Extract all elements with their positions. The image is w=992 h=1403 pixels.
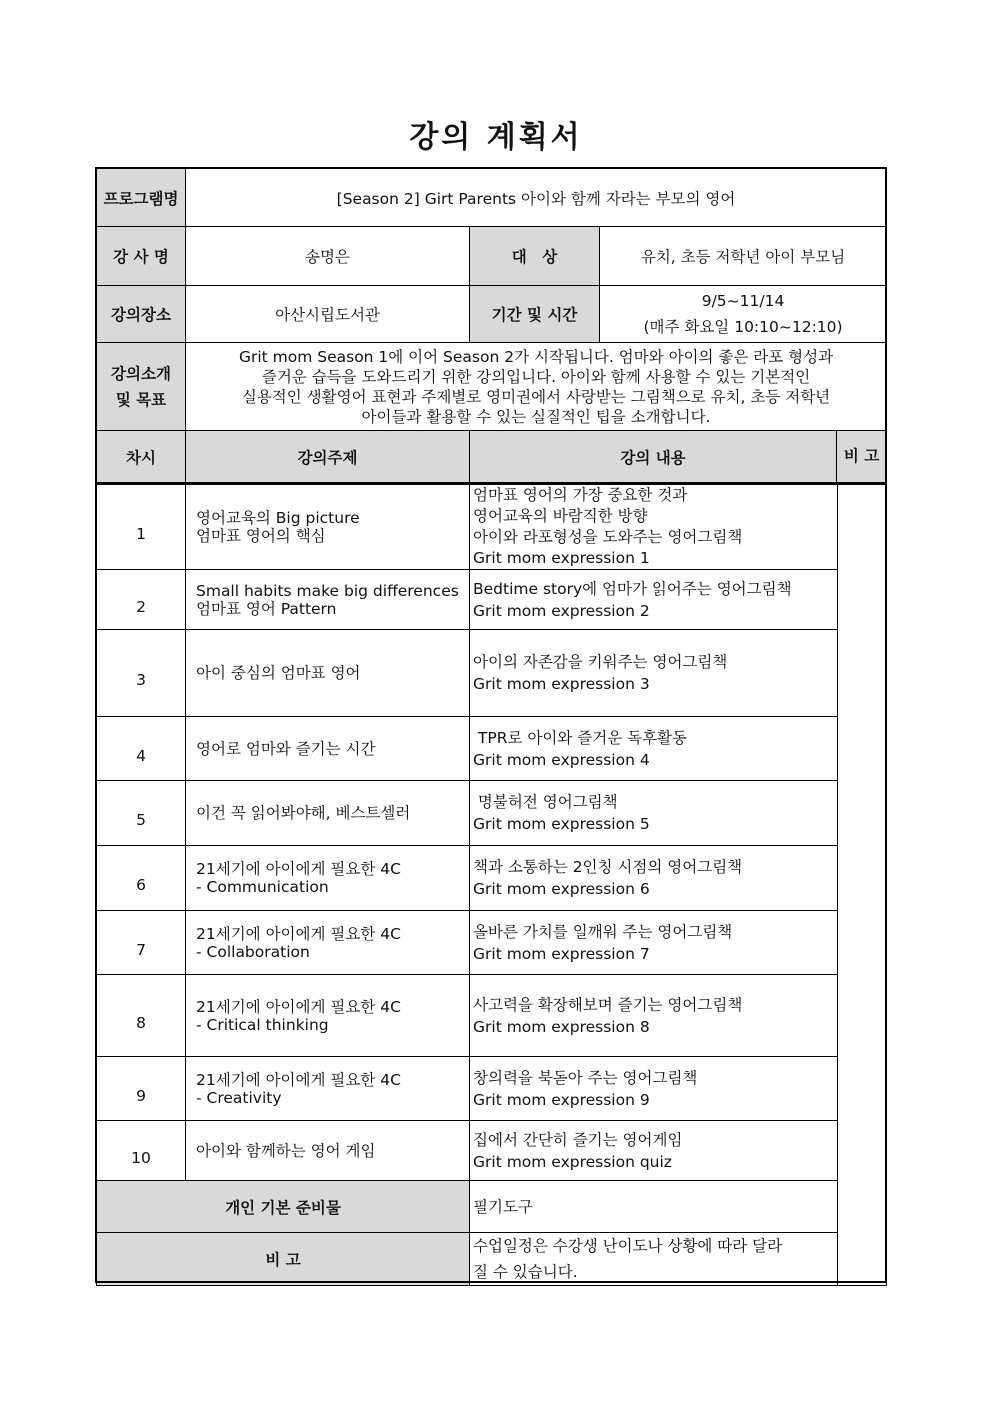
session-topic bbox=[186, 717, 470, 781]
content-line: 아이와 라포형성을 도와주는 영어그림책 bbox=[473, 528, 743, 546]
table-row bbox=[97, 1057, 887, 1121]
header-content: 강의 내용 bbox=[620, 449, 686, 467]
session-content bbox=[470, 911, 838, 975]
session-number: 1 bbox=[97, 485, 186, 570]
topic-line: - Collaboration bbox=[196, 942, 310, 961]
table-row bbox=[97, 485, 887, 570]
session-number: 2 bbox=[97, 570, 186, 630]
topic-line: 21세기에 아이에게 필요한 4C bbox=[196, 1070, 401, 1089]
session-topic bbox=[186, 781, 470, 846]
period-dates: 9/5~11/14 bbox=[701, 292, 785, 310]
intro-line: 아이들과 활용할 수 있는 실질적인 팁을 소개합니다. bbox=[361, 407, 711, 426]
content-line: 엄마표 영어의 가장 중요한 것과 bbox=[473, 486, 688, 504]
session-topic bbox=[186, 485, 470, 570]
topic-line: 영어로 엄마와 즐기는 시간 bbox=[196, 739, 376, 758]
intro-line: 즐거운 습득을 도와드리기 위한 강의입니다. 아이와 함께 사용할 수 있는 기본적인 bbox=[261, 367, 811, 386]
remarks-value bbox=[470, 1233, 838, 1286]
content-line: Bedtime story에 엄마가 읽어주는 영어그림책 bbox=[473, 579, 792, 598]
session-number: 10 bbox=[97, 1121, 186, 1181]
session-content bbox=[470, 485, 838, 570]
supplies-value: 필기도구 bbox=[470, 1181, 838, 1233]
session-content bbox=[470, 975, 838, 1057]
session-number: 3 bbox=[97, 630, 186, 717]
session-content bbox=[470, 570, 838, 630]
supplies-row bbox=[97, 1181, 887, 1233]
topic-line: - Creativity bbox=[196, 1088, 282, 1107]
topic-line: 21세기에 아이에게 필요한 4C bbox=[196, 860, 401, 878]
content-line: Grit mom expression 7 bbox=[473, 944, 650, 963]
target-value: 유치, 초등 저학년 아이 부모님 bbox=[600, 227, 887, 286]
session-topic bbox=[186, 1057, 470, 1121]
intro-line: Grit mom Season 1에 이어 Season 2가 시작됩니다. 엄마와 아이의 좋은 라포 형성과 bbox=[238, 347, 834, 366]
header-content-cell bbox=[470, 431, 887, 484]
session-content bbox=[470, 630, 838, 717]
note-column bbox=[838, 485, 887, 1286]
topic-line: 영어교육의 Big picture bbox=[196, 509, 360, 527]
topic-line: - Communication bbox=[196, 878, 329, 896]
session-topic bbox=[186, 911, 470, 975]
page-title: 강의 계획서 bbox=[409, 120, 583, 155]
session-topic bbox=[186, 1121, 470, 1181]
table-row bbox=[97, 911, 887, 975]
session-number: 5 bbox=[97, 781, 186, 846]
content-line: 영어교육의 바람직한 방향 bbox=[473, 507, 648, 525]
content-line: Grit mom expression 9 bbox=[473, 1090, 650, 1109]
header-topic: 강의주제 bbox=[186, 431, 470, 484]
session-number: 6 bbox=[97, 846, 186, 911]
content-line: Grit mom expression 3 bbox=[473, 675, 650, 693]
intro-text bbox=[186, 343, 887, 431]
content-line: 책과 소통하는 2인칭 시점의 영어그림책 bbox=[473, 858, 743, 876]
topic-line: 21세기에 아이에게 필요한 4C bbox=[196, 997, 401, 1016]
remarks-line: 수업일정은 수강생 난이도나 상황에 따라 달라 bbox=[473, 1237, 783, 1255]
content-line: 창의력을 북돋아 주는 영어그림책 bbox=[473, 1068, 698, 1087]
schedule-table bbox=[96, 484, 887, 1286]
remarks-label: 비 고 bbox=[97, 1233, 470, 1286]
content-line: 사고력을 확장해보며 즐기는 영어그림책 bbox=[473, 995, 743, 1014]
info-table bbox=[96, 168, 887, 484]
header-session: 차시 bbox=[97, 431, 186, 484]
intro-line: 실용적인 생활영어 표현과 주제별로 영미권에서 사랑받는 그림책으로 유치, 초등 저학년 bbox=[241, 387, 831, 406]
table-row bbox=[97, 717, 887, 781]
session-number: 9 bbox=[97, 1057, 186, 1121]
session-topic bbox=[186, 570, 470, 630]
program-label: 프로그램명 bbox=[97, 169, 186, 227]
topic-line: 엄마표 영어의 핵심 bbox=[196, 527, 326, 545]
intro-label-line-2: 및 목표 bbox=[115, 390, 167, 409]
content-line: 아이의 자존감을 키워주는 영어그림책 bbox=[473, 653, 728, 671]
session-topic bbox=[186, 630, 470, 717]
topic-line: Small habits make big differences bbox=[196, 581, 459, 600]
session-content bbox=[470, 781, 838, 846]
table-row bbox=[97, 975, 887, 1057]
content-line: Grit mom expression 4 bbox=[473, 750, 650, 769]
target-label: 대 상 bbox=[470, 227, 600, 286]
table-row bbox=[97, 781, 887, 846]
content-line: TPR로 아이와 즐거운 독후활동 bbox=[473, 728, 687, 747]
session-topic bbox=[186, 846, 470, 911]
content-line: 명불허전 영어그림책 bbox=[473, 793, 618, 811]
remarks-line: 질 수 있습니다. bbox=[473, 1263, 578, 1281]
content-line: Grit mom expression 1 bbox=[473, 549, 650, 567]
table-row bbox=[97, 570, 887, 630]
topic-line: - Critical thinking bbox=[196, 1015, 329, 1034]
session-content bbox=[470, 717, 838, 781]
venue-value: 아산시립도서관 bbox=[186, 286, 470, 343]
table-row bbox=[97, 630, 887, 717]
intro-label-line-1: 강의소개 bbox=[111, 364, 171, 383]
session-number: 8 bbox=[97, 975, 186, 1057]
session-number: 7 bbox=[97, 911, 186, 975]
topic-line: 아이와 함께하는 영어 게임 bbox=[196, 1141, 376, 1160]
program-value: [Season 2] Girt Parents 아이와 함께 자라는 부모의 영어 bbox=[186, 169, 887, 227]
content-line: 집에서 간단히 즐기는 영어게임 bbox=[473, 1130, 683, 1149]
supplies-label: 개인 기본 준비물 bbox=[97, 1181, 470, 1233]
content-line: Grit mom expression 6 bbox=[473, 880, 650, 898]
venue-label: 강의장소 bbox=[97, 286, 186, 343]
session-content bbox=[470, 1121, 838, 1181]
session-topic bbox=[186, 975, 470, 1057]
session-number: 4 bbox=[97, 717, 186, 781]
content-line: Grit mom expression 5 bbox=[473, 815, 650, 833]
content-line: Grit mom expression quiz bbox=[473, 1152, 672, 1171]
instructor-label: 강 사 명 bbox=[97, 227, 186, 286]
intro-label bbox=[97, 343, 186, 431]
period-time: (매주 화요일 10:10~12:10) bbox=[643, 318, 843, 336]
table-row bbox=[97, 1121, 887, 1181]
content-line: 올바른 가치를 일깨워 주는 영어그림책 bbox=[473, 922, 733, 941]
content-line: Grit mom expression 8 bbox=[473, 1017, 650, 1036]
instructor-value: 송명은 bbox=[186, 227, 470, 286]
topic-line: 이건 꼭 읽어봐야해, 베스트셀러 bbox=[196, 804, 411, 822]
session-content bbox=[470, 846, 838, 911]
session-content bbox=[470, 1057, 838, 1121]
period-label: 기간 및 시간 bbox=[470, 286, 600, 343]
period-value bbox=[600, 286, 887, 343]
header-note: 비 고 bbox=[836, 431, 886, 482]
table-row bbox=[97, 846, 887, 911]
topic-line: 아이 중심의 엄마표 영어 bbox=[196, 664, 361, 682]
remarks-row bbox=[97, 1233, 887, 1286]
content-line: Grit mom expression 2 bbox=[473, 601, 650, 620]
topic-line: 21세기에 아이에게 필요한 4C bbox=[196, 924, 401, 943]
topic-line: 엄마표 영어 Pattern bbox=[196, 599, 337, 618]
